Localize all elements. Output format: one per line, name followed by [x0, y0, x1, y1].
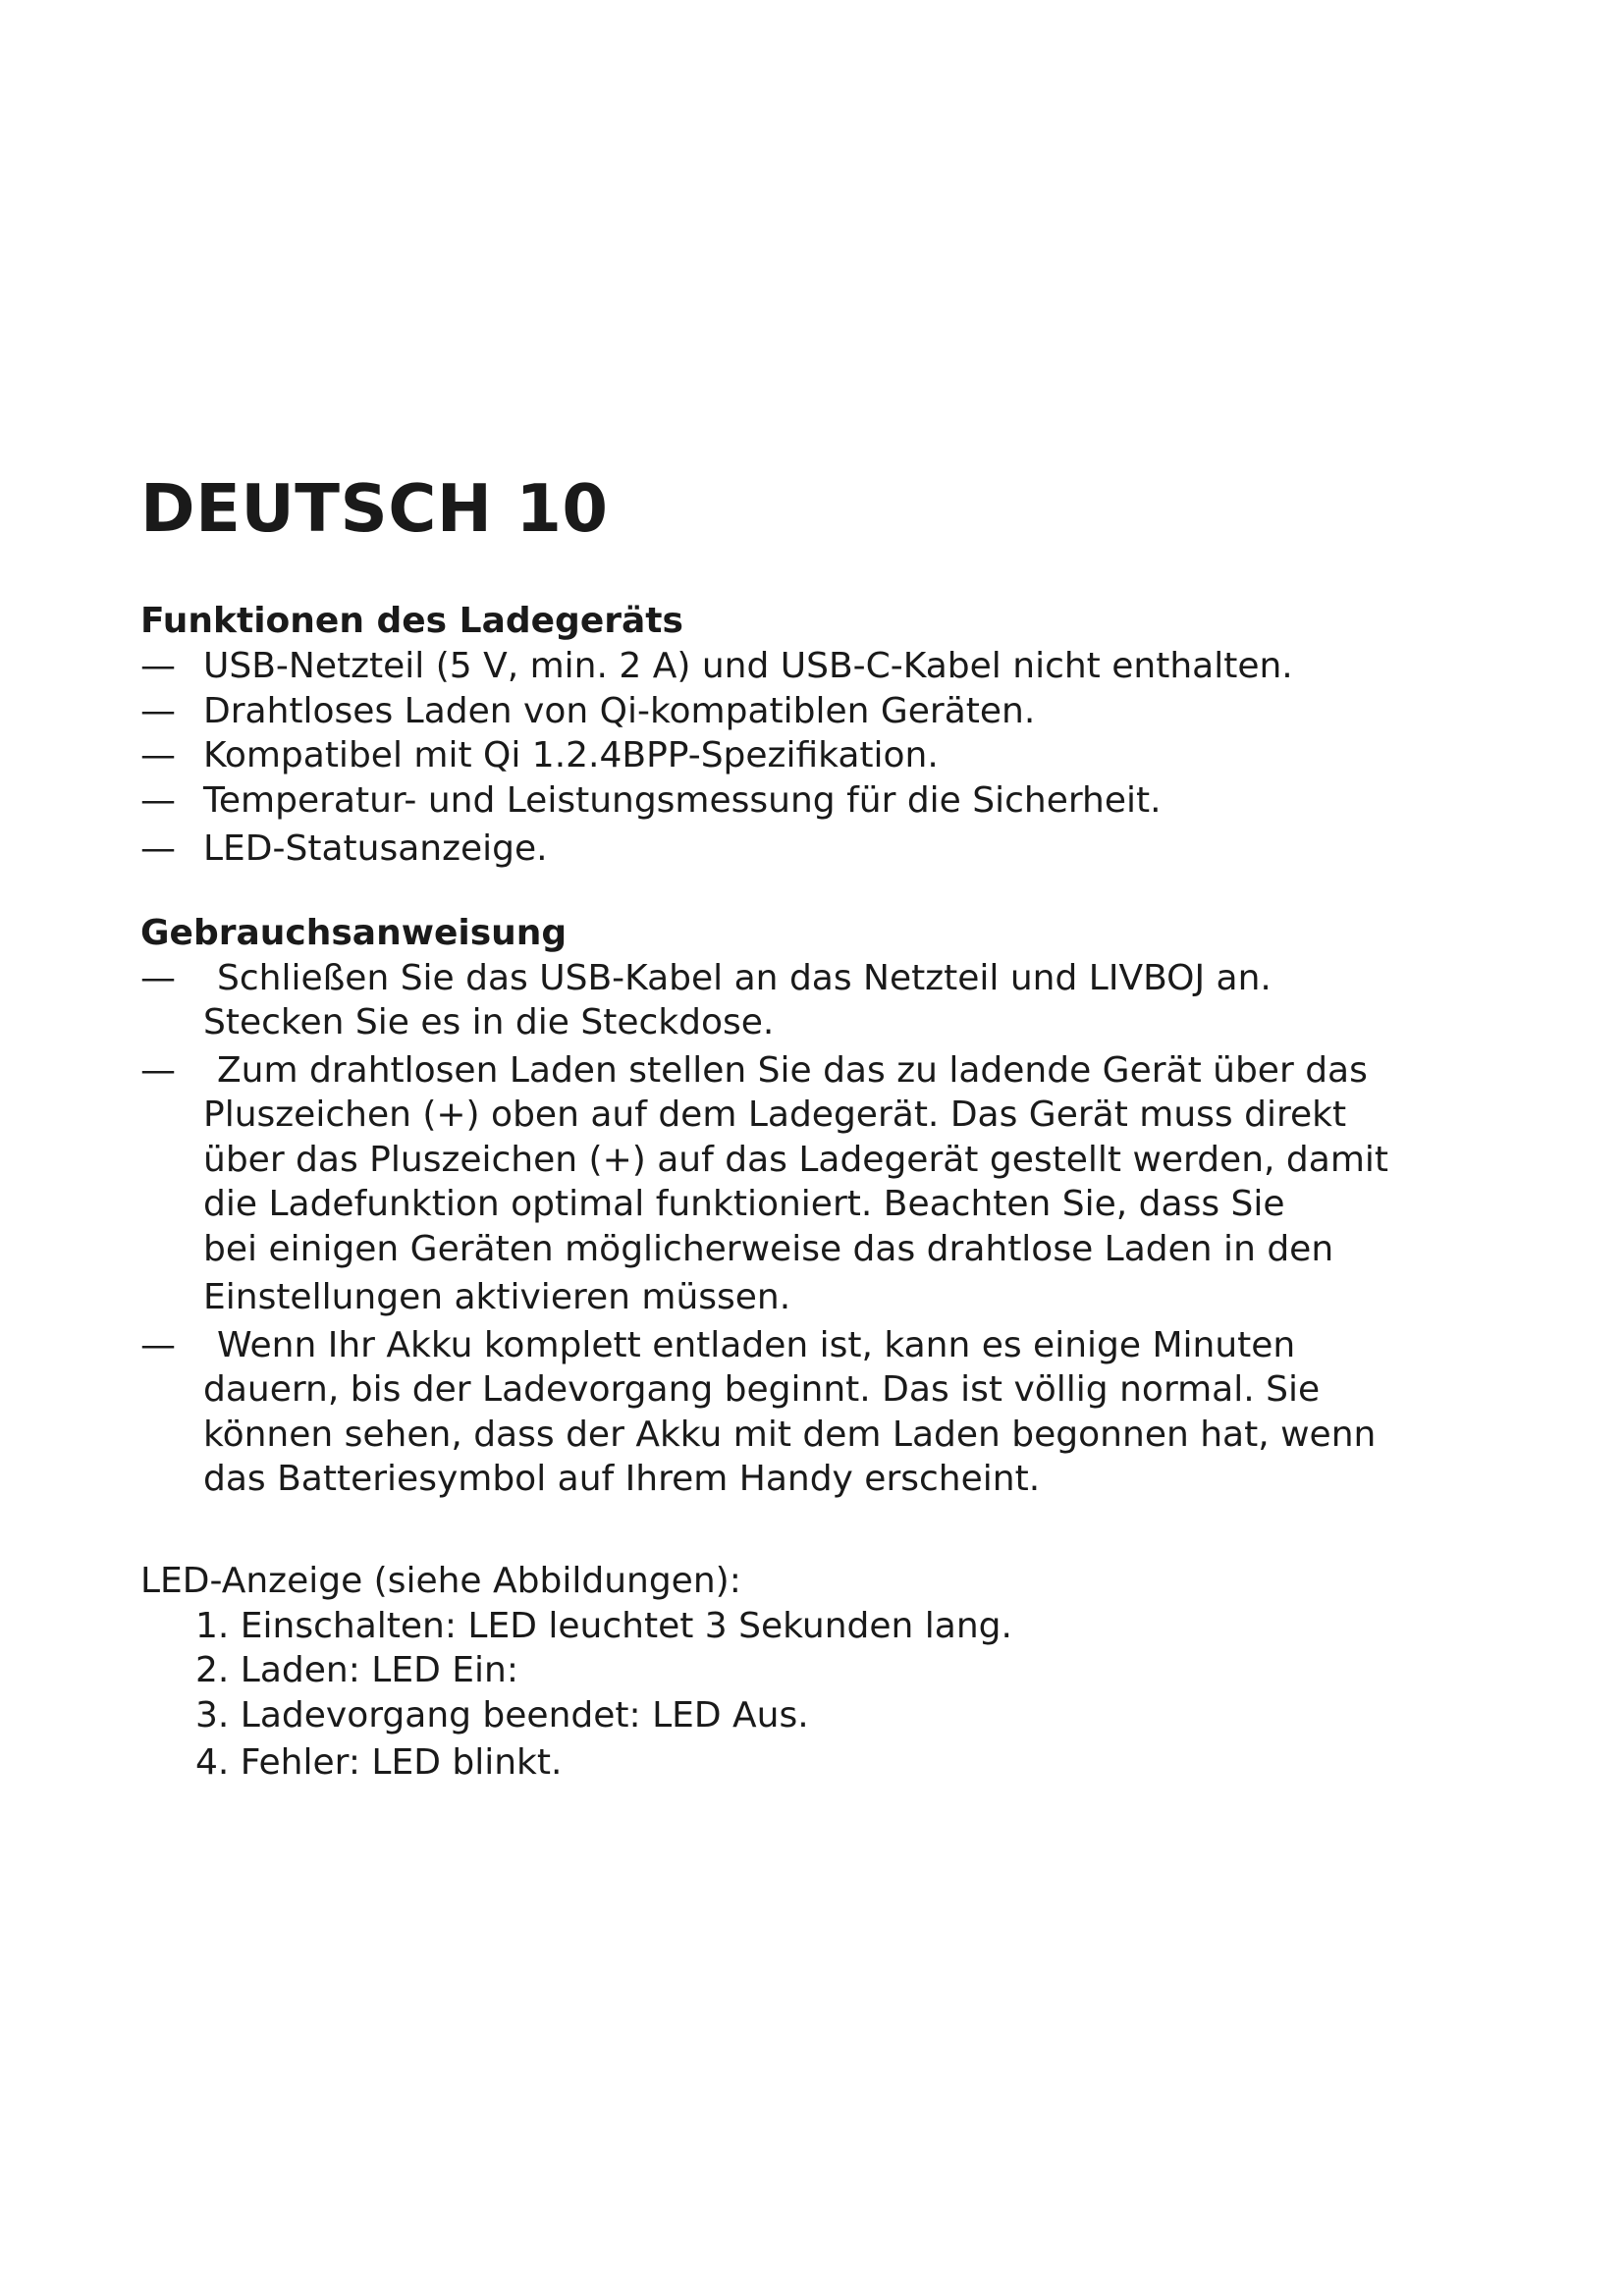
- usage-line: Pluszeichen (+) oben auf dem Ladegerät. Das Gerät muss direkt: [203, 1095, 1347, 1135]
- dash-marker: —: [140, 1049, 176, 1091]
- feature-text: Drahtloses Laden von Qi-kompatiblen Geräten.: [203, 690, 1036, 731]
- feature-text: Kompatibel mit Qi 1.2.4BPP-Spezifikation.: [203, 735, 939, 775]
- usage-text: [203, 1048, 1515, 1320]
- feature-text: USB-Netzteil (5 V, min. 2 A) und USB-C-Kabel nicht enthalten.: [203, 646, 1293, 686]
- feature-item: [140, 778, 1515, 824]
- led-intro: LED-Anzeige (siehe Abbildungen):: [140, 1560, 741, 1601]
- usage-item: [140, 1048, 1515, 1320]
- features-list: [140, 644, 1515, 872]
- feature-text: LED-Statusanzeige.: [203, 828, 548, 869]
- usage-line: über das Pluszeichen (+) auf das Ladegerät gestellt werden, damit: [203, 1139, 1389, 1180]
- led-item: 3. Ladevorgang beendet: LED Aus.: [195, 1694, 809, 1735]
- usage-line: Stecken Sie es in die Steckdose.: [203, 1002, 775, 1042]
- usage-line: bei einigen Geräten möglicherweise das drahtlose Laden in den: [203, 1228, 1334, 1269]
- features-heading: Funktionen des Ladegeräts: [140, 601, 683, 641]
- feature-item: [140, 689, 1515, 734]
- usage-line: Wenn Ihr Akku komplett entladen ist, kann es einige Minuten: [217, 1324, 1296, 1365]
- led-item: 1. Einschalten: LED leuchtet 3 Sekunden lang.: [195, 1605, 1012, 1646]
- usage-heading: Gebrauchsanweisung: [140, 912, 568, 953]
- usage-line: können sehen, dass der Akku mit dem Laden begonnen hat, wenn: [203, 1414, 1377, 1455]
- feature-item: [140, 733, 1515, 778]
- dash-marker: —: [140, 735, 176, 775]
- usage-line: Zum drahtlosen Laden stellen Sie das zu ladende Gerät über das: [217, 1049, 1368, 1091]
- document-page: [140, 469, 1515, 1786]
- dash-marker: —: [140, 957, 176, 998]
- usage-line: dauern, bis der Ladevorgang beginnt. Das ist völlig normal. Sie: [203, 1369, 1321, 1410]
- usage-item: [140, 1323, 1515, 1502]
- usage-line: das Batteriesymbol auf Ihrem Handy erscheint.: [203, 1459, 1041, 1499]
- usage-line: die Ladefunktion optimal funktioniert. Beachten Sie, dass Sie: [203, 1184, 1285, 1224]
- dash-marker: —: [140, 646, 176, 686]
- feature-item: [140, 644, 1515, 689]
- dash-marker: —: [140, 828, 176, 869]
- usage-line: Einstellungen aktivieren müssen.: [203, 1277, 791, 1317]
- usage-text: [203, 1323, 1515, 1502]
- page-title: DEUTSCH 10: [140, 470, 609, 547]
- led-item: 2. Laden: LED Ein:: [195, 1650, 518, 1690]
- led-item: 4. Fehler: LED blinkt.: [195, 1742, 563, 1783]
- usage-line: Schließen Sie das USB-Kabel an das Netzteil und LIVBOJ an.: [217, 957, 1272, 998]
- feature-item: [140, 827, 1515, 872]
- dash-marker: —: [140, 1324, 176, 1365]
- dash-marker: —: [140, 690, 176, 731]
- led-list: [140, 1604, 1515, 1786]
- feature-text: Temperatur- und Leistungsmessung für die Sicherheit.: [203, 779, 1162, 821]
- usage-item: [140, 956, 1515, 1045]
- usage-text: [203, 956, 1515, 1045]
- usage-list: [140, 956, 1515, 1502]
- dash-marker: —: [140, 779, 176, 821]
